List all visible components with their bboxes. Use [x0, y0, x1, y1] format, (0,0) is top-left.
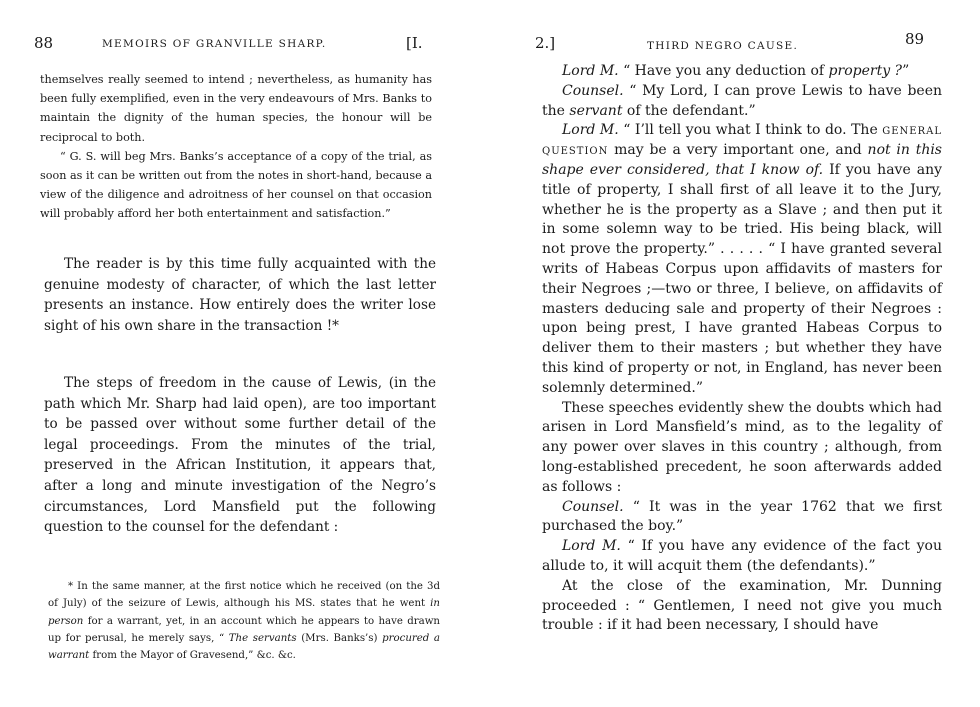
speaker-counsel: Counsel. — [562, 82, 624, 99]
narrative-dunning: At the close of the examination, Mr. Dunning proceeded : “ Gentlemen, I need not give you much trouble : if it had been necessary, I should have — [542, 577, 942, 634]
left-running-title: MEMOIRS OF GRANVILLE SHARP. — [102, 38, 327, 50]
letter-continuation: themselves really seemed to intend ; nevertheless, as humanity has been fully exemplified, even in the very endeavours of Mrs. Banks to maintain the dignity of the human species, the honour will be reciprocal to both. — [40, 73, 432, 144]
dialogue-block — [542, 62, 942, 636]
left-running-head — [34, 34, 423, 52]
paragraph-steps — [44, 373, 436, 538]
right-section-marker: 2.] — [535, 34, 556, 52]
dialogue-lord-m-3: Lord M. “ If you have any evidence of the fact you allude to, it will acquit them (the defendants).” — [542, 538, 942, 574]
footnote-emphasis-servants: The servants — [228, 632, 297, 644]
speaker-lord-m: Lord M. — [562, 63, 619, 79]
general-question-smallcaps: general question — [542, 122, 942, 159]
left-page-number: 88 — [34, 34, 54, 52]
dialogue-counsel-2: Counsel. “ It was in the year 1762 that we first purchased the boy.” — [542, 498, 942, 535]
right-page — [490, 0, 980, 707]
paragraph-reader — [44, 254, 436, 336]
right-page-number: 89 — [905, 30, 925, 48]
letter-postscript: “ G. S. will beg Mrs. Banks’s acceptance of a copy of the trial, as soon as it can be written out from the notes in short-hand, because a view of the diligence and adroitness of her counsel on that occasion will probably afford her both entertainment and satisfaction.” — [40, 149, 432, 221]
right-running-head — [535, 30, 925, 52]
paragraph-steps-text: The steps of freedom in the cause of Lewis, (in the path which Mr. Sharp had laid open), are too important to be passed over without some further detail of the legal proceedings. From the minutes of the trial, preserved in the African Institution, it appears that, after a long and minute investigation of the Negro’s circumstances, Lord Mansfield put the following question to the counsel for the defendant : — [44, 375, 436, 536]
left-section-marker: [I. — [406, 34, 423, 52]
speaker-counsel: Counsel. — [562, 498, 624, 515]
footnote-emphasis-warrant: procured a warrant — [48, 632, 440, 662]
dialogue-lord-m-2: Lord M. “ I’ll tell you what I think to do. The general question may be a very important one, and not in this shape ever considered, that I know of. If you have any title of property, I shall first of all leave it to the Jury, whether he is the property as a Slave ; and then put it in some solemn way to be tried. His being black, will not prove the property.” . . . . . “ I have granted several writs of Habeas Corpus upon affidavits of masters for their Negroes ;—two or three, I believe, on affidavits of masters deducing sale and property of their Negroes : upon being prest, I have granted Habeas Corpus to deliver them to their masters ; but whether they have this kind of property or not, in England, has never been solemnly determined.” — [542, 122, 943, 396]
speaker-lord-m: Lord M. — [562, 122, 619, 139]
footnote — [48, 578, 440, 664]
narrative-doubts: These speeches evidently shew the doubts which had arisen in Lord Mansfield’s mind, as to the legality of any power over slaves in this country ; although, from long-established precedent, he soon afterwards added as follows : — [542, 399, 942, 495]
speaker-lord-m: Lord M. — [562, 538, 621, 555]
paragraph-reader-text: The reader is by this time fully acquainted with the genuine modesty of character, of which the last letter presents an instance. How entirely does the writer lose sight of his own share in the transaction !* — [44, 256, 436, 334]
letter-excerpt — [40, 70, 432, 224]
dialogue-counsel-1: Counsel. “ My Lord, I can prove Lewis to have been the servant of the defendant.” — [542, 82, 942, 119]
footnote-text: * In the same manner, at the first notice which he received (on the 3d of July) of the seizure of Lewis, although his MS. states that he went in person for a warrant, yet, in an account which he appears to have drawn up for perusal, he merely says, “ The servants (Mrs. Banks’s) procured a warrant from the Mayor of Gravesend,” &c. &c. — [48, 581, 440, 662]
right-running-title: THIRD NEGRO CAUSE. — [647, 40, 799, 52]
dialogue-lord-m-1: Lord M. “ Have you any deduction of property ?” — [562, 63, 910, 79]
footnote-emphasis-in-person: in person — [48, 598, 440, 627]
